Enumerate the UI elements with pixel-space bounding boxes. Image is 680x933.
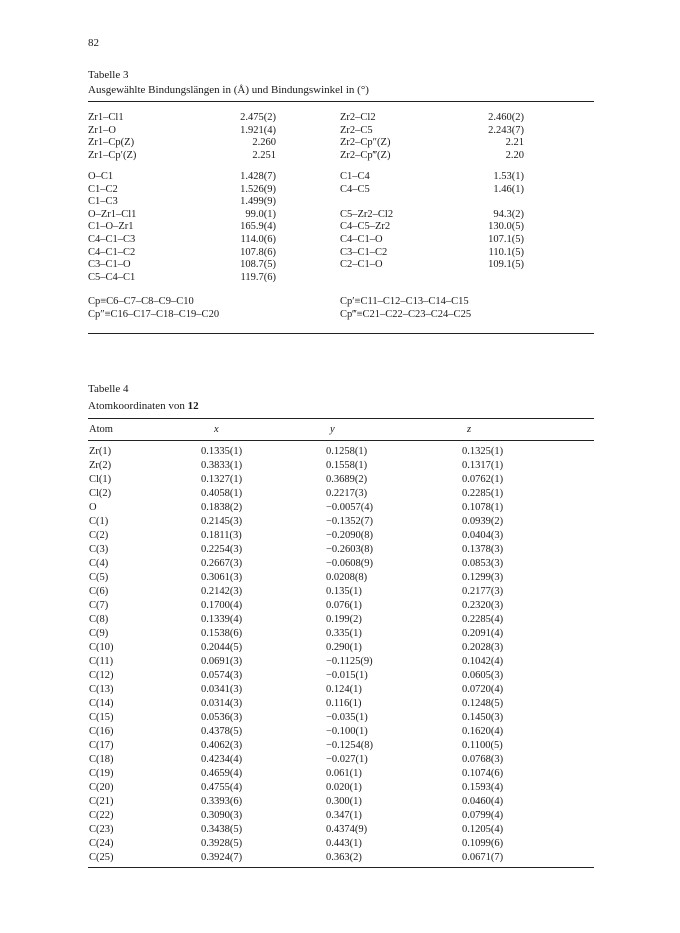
coord-z: 0.2320(3) [462, 600, 504, 611]
parameter-label: C4–C5 [340, 183, 370, 195]
cp-definition: Cp″≡C16–C17–C18–C19–C20 [88, 309, 220, 320]
parameter-label: C4–C1–C3 [88, 234, 136, 245]
coord-x: 0.1335(1) [201, 446, 243, 457]
parameter-label: C1–C4 [340, 171, 370, 182]
table3-row [0, 209, 680, 221]
parameter-value: 2.475(2) [240, 112, 276, 123]
table-row [0, 852, 680, 864]
coord-z: 0.2177(3) [462, 586, 504, 597]
parameter-label: C5–C4–C1 [88, 271, 136, 283]
coord-y: 0.135(1) [326, 586, 362, 597]
coord-x: 0.2254(3) [201, 544, 243, 555]
coord-x: 0.3393(6) [201, 796, 243, 807]
coord-x: 0.2145(3) [201, 516, 243, 527]
table3-row [0, 272, 680, 284]
coord-x: 0.4058(1) [201, 488, 243, 499]
table-row [0, 754, 680, 766]
atom-label: C(12) [89, 670, 114, 681]
coord-z: 0.1042(4) [462, 656, 504, 667]
table-row [0, 684, 680, 696]
parameter-value: 119.7(6) [240, 271, 276, 283]
table3-row [0, 112, 680, 124]
coord-y: 0.4374(9) [326, 824, 368, 835]
coord-z: 0.0460(4) [462, 796, 504, 807]
table3-caption: Ausgewählte Bindungslängen in (Å) und Bindungswinkel in (°) [88, 84, 369, 96]
table3-row [0, 125, 680, 137]
parameter-label: C4–C1–C2 [88, 246, 136, 258]
table-row [0, 656, 680, 668]
table4-top-rule [88, 418, 594, 419]
atom-label: C(16) [89, 726, 114, 737]
coord-z: 0.1450(3) [462, 712, 504, 723]
table-row [0, 782, 680, 794]
atom-label: C(17) [89, 740, 114, 751]
parameter-label: C4–C1–O [340, 234, 383, 245]
coord-y: 0.300(1) [326, 796, 362, 807]
atom-label: C(11) [89, 656, 114, 667]
table-row [0, 698, 680, 710]
table-row [0, 474, 680, 486]
coord-z: 0.1620(4) [462, 726, 504, 737]
parameter-label: Zr1–O [88, 124, 116, 136]
table-row [0, 838, 680, 850]
coord-z: 0.1248(5) [462, 698, 504, 709]
parameter-label: C3–C1–C2 [340, 246, 388, 258]
table4-label: Tabelle 4 [88, 383, 129, 395]
coord-x: 0.0691(3) [201, 656, 243, 667]
parameter-value: 108.7(5) [240, 259, 276, 271]
coord-x: 0.3924(7) [201, 852, 243, 863]
table-row [0, 516, 680, 528]
parameter-value: 2.243(7) [488, 124, 524, 136]
parameter-value: 94.3(2) [493, 208, 524, 220]
coord-y: −0.100(1) [326, 726, 368, 737]
coord-z: 0.0939(2) [462, 516, 504, 527]
coord-x: 0.4234(4) [201, 754, 243, 765]
parameter-label: C1–C2 [88, 183, 118, 195]
parameter-label: Zr2–Cp‴(Z) [340, 149, 391, 161]
coord-z: 0.2028(3) [462, 642, 504, 653]
header-x: x [214, 424, 219, 435]
table3-row [0, 259, 680, 271]
table-row [0, 502, 680, 514]
page-number: 82 [88, 37, 99, 49]
coord-x: 0.1838(2) [201, 502, 243, 513]
parameter-value: 107.1(5) [488, 234, 524, 245]
atom-label: Zr(1) [89, 446, 112, 457]
header-atom: Atom [89, 424, 113, 435]
parameter-value: 165.9(4) [240, 221, 276, 233]
table-row [0, 796, 680, 808]
table4-header-row [0, 424, 680, 436]
coord-y: −0.035(1) [326, 712, 368, 723]
parameter-label: Zr2–Cl2 [340, 112, 376, 123]
parameter-value: 114.0(6) [240, 234, 276, 245]
atom-label: C(20) [89, 782, 114, 793]
coord-x: 0.4062(3) [201, 740, 243, 751]
table3-row [0, 150, 680, 162]
coord-x: 0.3833(1) [201, 460, 243, 471]
table-row [0, 460, 680, 472]
parameter-value: 2.21 [505, 137, 524, 149]
coord-y: 0.2217(3) [326, 488, 368, 499]
coord-y: −0.0057(4) [326, 502, 374, 513]
atom-label: C(4) [89, 558, 109, 569]
parameter-label: C1–O–Zr1 [88, 221, 134, 233]
coord-z: 0.2285(1) [462, 488, 504, 499]
table3-row [0, 247, 680, 259]
coord-y: 0.3689(2) [326, 474, 368, 485]
table-row [0, 712, 680, 724]
coord-y: −0.2090(8) [326, 530, 374, 541]
coord-x: 0.3438(5) [201, 824, 243, 835]
atom-label: C(14) [89, 698, 114, 709]
coord-z: 0.0762(1) [462, 474, 504, 485]
coord-y: 0.443(1) [326, 838, 362, 849]
coord-z: 0.1074(6) [462, 768, 504, 779]
table3-row [0, 196, 680, 208]
parameter-value: 109.1(5) [488, 259, 524, 271]
coord-z: 0.0605(3) [462, 670, 504, 681]
coord-x: 0.4755(4) [201, 782, 243, 793]
coord-x: 0.1700(4) [201, 600, 243, 611]
coord-y: −0.0608(9) [326, 558, 374, 569]
coord-y: 0.076(1) [326, 600, 362, 611]
atom-label: C(5) [89, 572, 109, 583]
coord-x: 0.4659(4) [201, 768, 243, 779]
atom-label: O [89, 502, 97, 513]
parameter-label: Zr1–Cl1 [88, 112, 124, 123]
parameter-label: C1–C3 [88, 196, 118, 208]
table-row [0, 726, 680, 738]
parameter-value: 1.499(9) [240, 196, 276, 208]
table3-top-rule [88, 101, 594, 102]
atom-label: C(3) [89, 544, 109, 555]
coord-z: 0.2091(4) [462, 628, 504, 639]
coord-y: −0.027(1) [326, 754, 368, 765]
coord-y: 0.124(1) [326, 684, 362, 695]
atom-label: C(13) [89, 684, 114, 695]
atom-label: C(22) [89, 810, 114, 821]
table-row [0, 628, 680, 640]
table3-row [0, 234, 680, 246]
table4-caption [88, 400, 199, 412]
coord-y: −0.015(1) [326, 670, 368, 681]
coord-y: −0.1352(7) [326, 516, 374, 527]
table-row [0, 488, 680, 500]
table4-caption-text: Atomkoordinaten von [88, 400, 188, 412]
coord-y: 0.1258(1) [326, 446, 368, 457]
coord-x: 0.0574(3) [201, 670, 243, 681]
parameter-label: Zr1–Cp′(Z) [88, 149, 137, 161]
cp-definition: Cp‴≡C21–C22–C23–C24–C25 [340, 309, 472, 320]
coord-y: 0.363(2) [326, 852, 362, 863]
table3-row [0, 171, 680, 183]
cp-definition: Cp′≡C11–C12–C13–C14–C15 [340, 296, 469, 307]
parameter-label: C2–C1–O [340, 259, 383, 271]
coord-x: 0.1327(1) [201, 474, 243, 485]
coord-y: 0.0208(8) [326, 572, 368, 583]
coord-y: 0.199(2) [326, 614, 362, 625]
parameter-label: Zr1–Cp(Z) [88, 137, 135, 149]
coord-z: 0.0799(4) [462, 810, 504, 821]
table4-bottom-rule [88, 867, 594, 868]
atom-label: C(18) [89, 754, 114, 765]
coord-y: −0.1125(9) [326, 656, 373, 667]
parameter-label: Zr2–Cp″(Z) [340, 137, 391, 149]
table-row [0, 670, 680, 682]
coord-z: 0.0853(3) [462, 558, 504, 569]
parameter-value: 2.251 [252, 149, 276, 161]
cp-definition-row [0, 309, 680, 321]
atom-label: Cl(1) [89, 474, 112, 485]
table4-compound-number: 12 [187, 400, 199, 412]
parameter-value: 1.921(4) [240, 124, 276, 136]
table3-row [0, 137, 680, 149]
coord-x: 0.2142(3) [201, 586, 243, 597]
atom-label: C(25) [89, 852, 114, 863]
coord-z: 0.1099(6) [462, 838, 504, 849]
parameter-label: C3–C1–O [88, 259, 131, 271]
coord-z: 0.1317(1) [462, 460, 504, 471]
table-row [0, 810, 680, 822]
atom-label: C(19) [89, 768, 114, 779]
atom-label: Cl(2) [89, 488, 112, 499]
table-row [0, 530, 680, 542]
table-row [0, 586, 680, 598]
coord-y: 0.116(1) [326, 698, 362, 709]
table-row [0, 558, 680, 570]
coord-z: 0.0671(7) [462, 852, 504, 863]
table-row [0, 740, 680, 752]
cp-definition-row [0, 296, 680, 308]
atom-label: C(6) [89, 586, 109, 597]
coord-y: 0.290(1) [326, 642, 362, 653]
parameter-label: O–Zr1–Cl1 [88, 208, 137, 220]
coord-x: 0.1538(6) [201, 628, 243, 639]
parameter-value: 1.428(7) [240, 171, 276, 182]
coord-z: 0.1078(1) [462, 502, 504, 513]
table-row [0, 642, 680, 654]
atom-label: C(1) [89, 516, 109, 527]
coord-x: 0.4378(5) [201, 726, 243, 737]
table3-bottom-rule [88, 333, 594, 334]
parameter-value: 99.0(1) [245, 208, 276, 220]
coord-z: 0.0768(3) [462, 754, 504, 765]
table-row [0, 768, 680, 780]
parameter-value: 2.20 [505, 149, 524, 161]
table-row [0, 824, 680, 836]
table-row [0, 446, 680, 458]
coord-x: 0.3928(5) [201, 838, 243, 849]
coord-x: 0.3061(3) [201, 572, 243, 583]
coord-x: 0.0536(3) [201, 712, 243, 723]
parameter-value: 2.260 [252, 137, 276, 149]
parameter-value: 107.8(6) [240, 246, 276, 258]
table3-row [0, 221, 680, 233]
atom-label: C(7) [89, 600, 109, 611]
parameter-value: 1.526(9) [240, 183, 276, 195]
atom-label: C(9) [89, 628, 109, 639]
parameter-value: 110.1(5) [488, 246, 524, 258]
atom-label: Zr(2) [89, 460, 112, 471]
atom-label: C(23) [89, 824, 114, 835]
coord-z: 0.1378(3) [462, 544, 504, 555]
coord-z: 0.0404(3) [462, 530, 504, 541]
atom-label: C(8) [89, 614, 109, 625]
table-row [0, 572, 680, 584]
coord-x: 0.1811(3) [201, 530, 242, 541]
coord-x: 0.2044(5) [201, 642, 243, 653]
coord-y: 0.1558(1) [326, 460, 368, 471]
coord-x: 0.3090(3) [201, 810, 243, 821]
table-row [0, 600, 680, 612]
parameter-value: 1.46(1) [493, 183, 524, 195]
atom-label: C(10) [89, 642, 114, 653]
coord-z: 0.1100(5) [462, 740, 503, 751]
coord-z: 0.2285(4) [462, 614, 504, 625]
atom-label: C(15) [89, 712, 114, 723]
coord-y: −0.2603(8) [326, 544, 374, 555]
parameter-value: 1.53(1) [493, 171, 524, 182]
parameter-label: Zr2–C5 [340, 124, 373, 136]
coord-z: 0.1299(3) [462, 572, 504, 583]
atom-label: C(21) [89, 796, 114, 807]
coord-y: 0.347(1) [326, 810, 362, 821]
parameter-label: C5–Zr2–Cl2 [340, 208, 394, 220]
coord-z: 0.1593(4) [462, 782, 504, 793]
coord-x: 0.0314(3) [201, 698, 243, 709]
atom-label: C(2) [89, 530, 109, 541]
parameter-value: 2.460(2) [488, 112, 524, 123]
coord-y: −0.1254(8) [326, 740, 374, 751]
table-row [0, 544, 680, 556]
coord-z: 0.1205(4) [462, 824, 504, 835]
coord-y: 0.061(1) [326, 768, 362, 779]
parameter-label: C4–C5–Zr2 [340, 221, 391, 233]
table-row [0, 614, 680, 626]
coord-z: 0.0720(4) [462, 684, 504, 695]
parameter-label: O–C1 [88, 171, 114, 182]
coord-x: 0.2667(3) [201, 558, 243, 569]
cp-definition: Cp≡C6–C7–C8–C9–C10 [88, 296, 194, 307]
header-y: y [330, 424, 335, 435]
table3-label: Tabelle 3 [88, 69, 129, 81]
parameter-value: 130.0(5) [488, 221, 524, 233]
coord-x: 0.0341(3) [201, 684, 243, 695]
coord-z: 0.1325(1) [462, 446, 504, 457]
coord-x: 0.1339(4) [201, 614, 243, 625]
coord-y: 0.020(1) [326, 782, 362, 793]
table4-header-rule [88, 440, 594, 441]
header-z: z [467, 424, 472, 435]
table3-row [0, 184, 680, 196]
atom-label: C(24) [89, 838, 114, 849]
coord-y: 0.335(1) [326, 628, 362, 639]
